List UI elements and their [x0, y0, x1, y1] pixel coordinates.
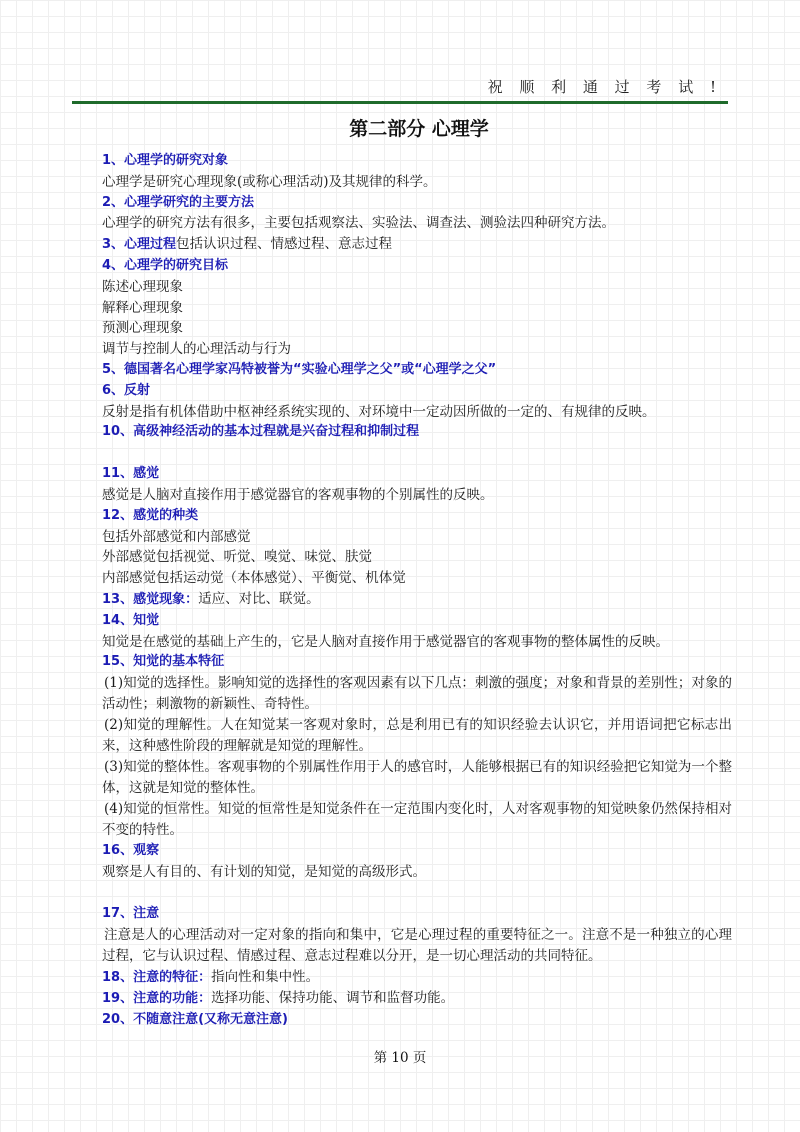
- heading-13: [102, 589, 732, 611]
- text-12c: 内部感觉包括运动觉（本体感觉）、平衡觉、机体觉: [102, 570, 406, 587]
- heading-12: 12、感觉的种类: [102, 507, 199, 523]
- text-14: 知觉是在感觉的基础上产生的，它是人脑对直接作用于感觉器官的客观事物的整体属性的反映。: [102, 633, 669, 650]
- heading-4: 4、心理学的研究目标: [102, 257, 229, 273]
- text-12a: 包括外部感觉和内部感觉: [102, 528, 251, 545]
- heading-17: 17、注意: [102, 905, 160, 921]
- heading-13-text: 适应、对比、联觉。: [198, 590, 320, 607]
- heading-5: 5、德国著名心理学家冯特被誉为“实验心理学之父”或“心理学之父”: [102, 361, 497, 377]
- heading-6: 6、反射: [102, 382, 151, 398]
- heading-3-label: 3、心理过程: [102, 237, 177, 253]
- text-16: 观察是人有目的、有计划的知觉，是知觉的高级形式。: [102, 863, 426, 880]
- spacer: [102, 883, 732, 904]
- heading-3: [102, 234, 732, 256]
- heading-16: 16、观察: [102, 843, 160, 859]
- text-6: 反射是指有机体借助中枢神经系统实现的、对环境中一定动因所做的一定的、有规律的反映。: [102, 403, 656, 420]
- heading-13-label: 13、感觉现象：: [102, 591, 199, 607]
- page-title: 第二部分 心理学: [349, 118, 489, 140]
- text-11: 感觉是人脑对直接作用于感觉器官的客观事物的个别属性的反映。: [102, 486, 494, 503]
- heading-18-text: 指向性和集中性。: [211, 968, 320, 985]
- text-15a: (1)知觉的选择性。影响知觉的选择性的客观因素有以下几点：刺激的强度；对象和背景的差别性；对象的活动性；刺激物的新颖性、奇特性。: [102, 675, 732, 713]
- text-4c: 预测心理现象: [102, 320, 183, 337]
- heading-20: 20、不随意注意(又称无意注意): [102, 1012, 288, 1028]
- text-1: 心理学是研究心理现象(或称心理活动)及其规律的科学。: [102, 173, 437, 190]
- heading-18: [102, 967, 732, 989]
- text-2: 心理学的研究方法有很多，主要包括观察法、实验法、调查法、测验法四种研究方法。: [102, 215, 615, 232]
- heading-18-label: 18、注意的特征：: [102, 969, 212, 985]
- text-4d: 调节与控制人的心理活动与行为: [102, 341, 291, 358]
- heading-10: 10、高级神经活动的基本过程就是兴奋过程和抑制过程: [102, 424, 420, 440]
- text-15b: (2)知觉的理解性。人在知觉某一客观对象时，总是利用已有的知识经验去认识它，并用语词把它标志出来，这种感性阶段的理解就是知觉的理解性。: [102, 717, 732, 755]
- text-17: 注意是人的心理活动对一定对象的指向和集中，它是心理过程的重要特征之一。注意不是一种独立的心理过程，它与认识过程、情感过程、意志过程难以分开，是一切心理活动的共同特征。: [102, 926, 732, 964]
- heading-19-label: 19、注意的功能：: [102, 991, 212, 1007]
- spacer: [102, 443, 732, 464]
- text-4b: 解释心理现象: [102, 299, 183, 316]
- text-4a: 陈述心理现象: [102, 278, 183, 295]
- heading-3-text: 包括认识过程、情感过程、意志过程: [176, 236, 393, 253]
- text-15c: (3)知觉的整体性。客观事物的个别属性作用于人的感官时，人能够根据已有的知识经验把它知觉为一个整体，这就是知觉的整体性。: [102, 759, 732, 797]
- text-12b: 外部感觉包括视觉、听觉、嗅觉、味觉、肤觉: [102, 549, 372, 566]
- heading-15: 15、知觉的基本特征: [102, 654, 225, 670]
- heading-19-text: 选择功能、保持功能、调节和监督功能。: [211, 990, 455, 1007]
- header-divider: [72, 101, 728, 104]
- heading-1: 1、心理学的研究对象: [102, 153, 229, 168]
- heading-14: 14、知觉: [102, 612, 160, 628]
- page-content: [102, 114, 732, 1031]
- heading-19: [102, 988, 732, 1010]
- heading-2: 2、心理学研究的主要方法: [102, 194, 255, 210]
- text-15d: (4)知觉的恒常性。知觉的恒常性是知觉条件在一定范围内变化时，人对客观事物的知觉映象仍然保持相对不变的特性。: [102, 801, 732, 839]
- page-number: 第 10 页: [373, 1050, 427, 1066]
- heading-11: 11、感觉: [102, 466, 160, 482]
- header-motto: 祝 顺 利 通 过 考 试 !: [487, 78, 722, 96]
